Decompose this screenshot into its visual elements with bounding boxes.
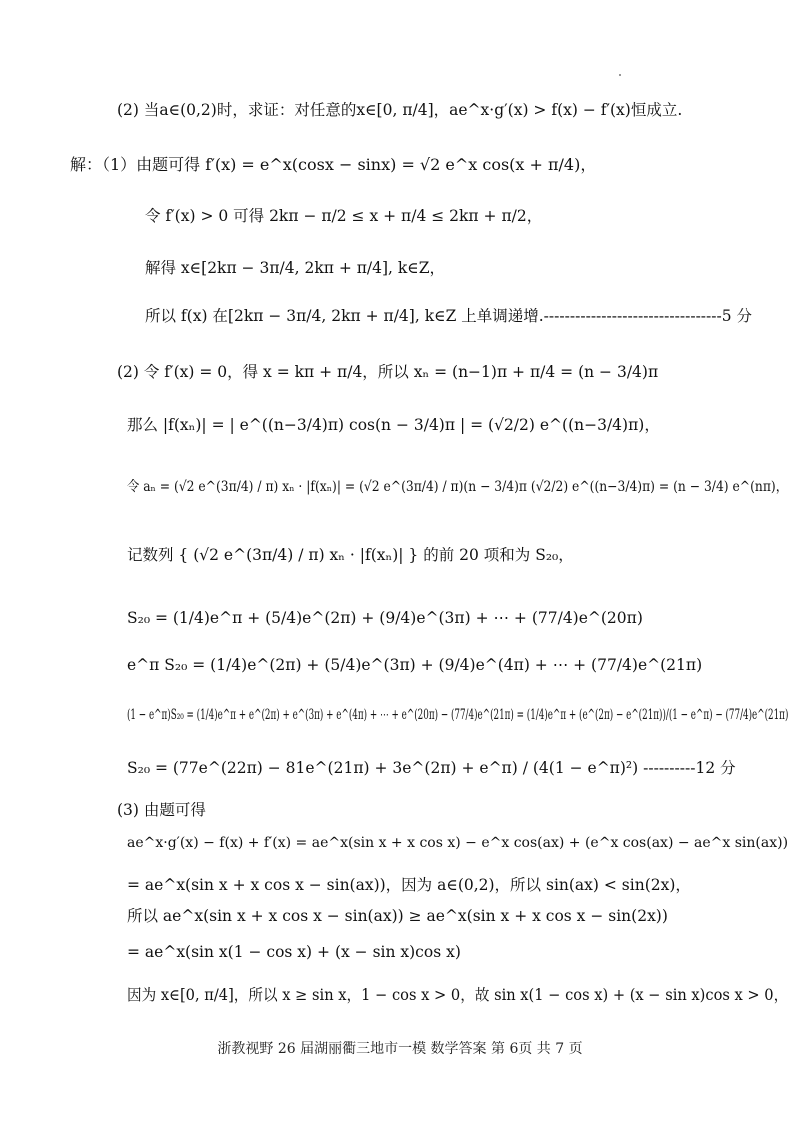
sol2-abs-f: 那么 |f(xₙ)| = | e^((n−3/4)π) cos(n − 3/4)π | = (√2/2) e^((n−3/4)π)， [127, 416, 660, 434]
sol3-conclusion: 因为 x∈[0, π/4]，所以 x ≥ sin x，1 − cos x > 0，故 sin x(1 − cos x) + (x − sin x)cos x > 0， [127, 986, 789, 1004]
scan-speck [619, 74, 621, 76]
sol1-conclusion: 所以 f(x) 在[2kπ − 3π/4, 2kπ + π/4], k∈Z 上单调递增.----------------------------------5 分 [145, 307, 753, 325]
sol2-sum-def: 记数列 { (√2 e^(3π/4) / π) xₙ · |f(xₙ)| } 的前 20 项和为 S₂₀， [127, 546, 574, 564]
sol2-critical-points: (2) 令 f′(x) = 0，得 x = kπ + π/4，所以 xₙ = (n−1)π + π/4 = (n − 3/4)π [117, 363, 659, 381]
part2-problem-statement: (2) 当a∈(0,2)时，求证：对任意的x∈[0, π/4]，ae^x·g′(x) > f(x) − f′(x)恒成立. [117, 101, 683, 119]
sol1-inequality: 令 f′(x) > 0 可得 2kπ − π/2 ≤ x + π/4 ≤ 2kπ + π/2， [145, 207, 543, 225]
sol2-define-a: 令 aₙ = (√2 e^(3π/4) / π) xₙ · |f(xₙ)| = (√2 e^(3π/4) / π)(n − 3/4)π (√2/2) e^((n−3/4)π) = (n − 3/4) e^(nπ)， [127, 479, 789, 495]
sol2-subtract: (1 − e^π)S₂₀ = (1/4)e^π + e^(2π) + e^(3π) + e^(4π) + ⋯ + e^(20π) − (77/4)e^(21π) = (1/4)e^π + (e^(2π) − e^(21π))/(1 − e^π) − (77/4)e^(21π) [127, 707, 789, 723]
page-footer: 浙教视野 26 届湖丽衢三地市一模 数学答案 第 6页 共 7 页 [217, 1041, 583, 1057]
sol2-S20: S₂₀ = (1/4)e^π + (5/4)e^(2π) + (9/4)e^(3π) + ⋯ + (77/4)e^(20π) [127, 609, 643, 627]
sol3-header: (3) 由题可得 [117, 801, 206, 819]
sol3-compare: 所以 ae^x(sin x + x cos x − sin(ax)) ≥ ae^x(sin x + x cos x − sin(2x)) [127, 907, 668, 925]
sol3-expand: ae^x·g′(x) − f(x) + f′(x) = ae^x(sin x + x cos x) − e^x cos(ax) + (e^x cos(ax) − ae^x sin(ax)) [127, 835, 789, 851]
sol3-factor: = ae^x(sin x(1 − cos x) + (x − sin x)cos x) [127, 943, 461, 961]
sol3-simplify: = ae^x(sin x + x cos x − sin(ax))，因为 a∈(0,2)，所以 sin(ax) < sin(2x)， [127, 876, 691, 894]
sol1-solution-interval: 解得 x∈[2kπ − 3π/4, 2kπ + π/4], k∈Z， [145, 259, 446, 277]
sol2-result: S₂₀ = (77e^(22π) − 81e^(21π) + 3e^(2π) + e^π) / (4(1 − e^π)²) ----------12 分 [127, 759, 736, 777]
sol2-eS20: e^π S₂₀ = (1/4)e^(2π) + (5/4)e^(3π) + (9/4)e^(4π) + ⋯ + (77/4)e^(21π) [127, 656, 703, 674]
sol1-derivative: 解：（1）由题可得 f′(x) = e^x(cosx − sinx) = √2 e^x cos(x + π/4)， [70, 155, 597, 174]
